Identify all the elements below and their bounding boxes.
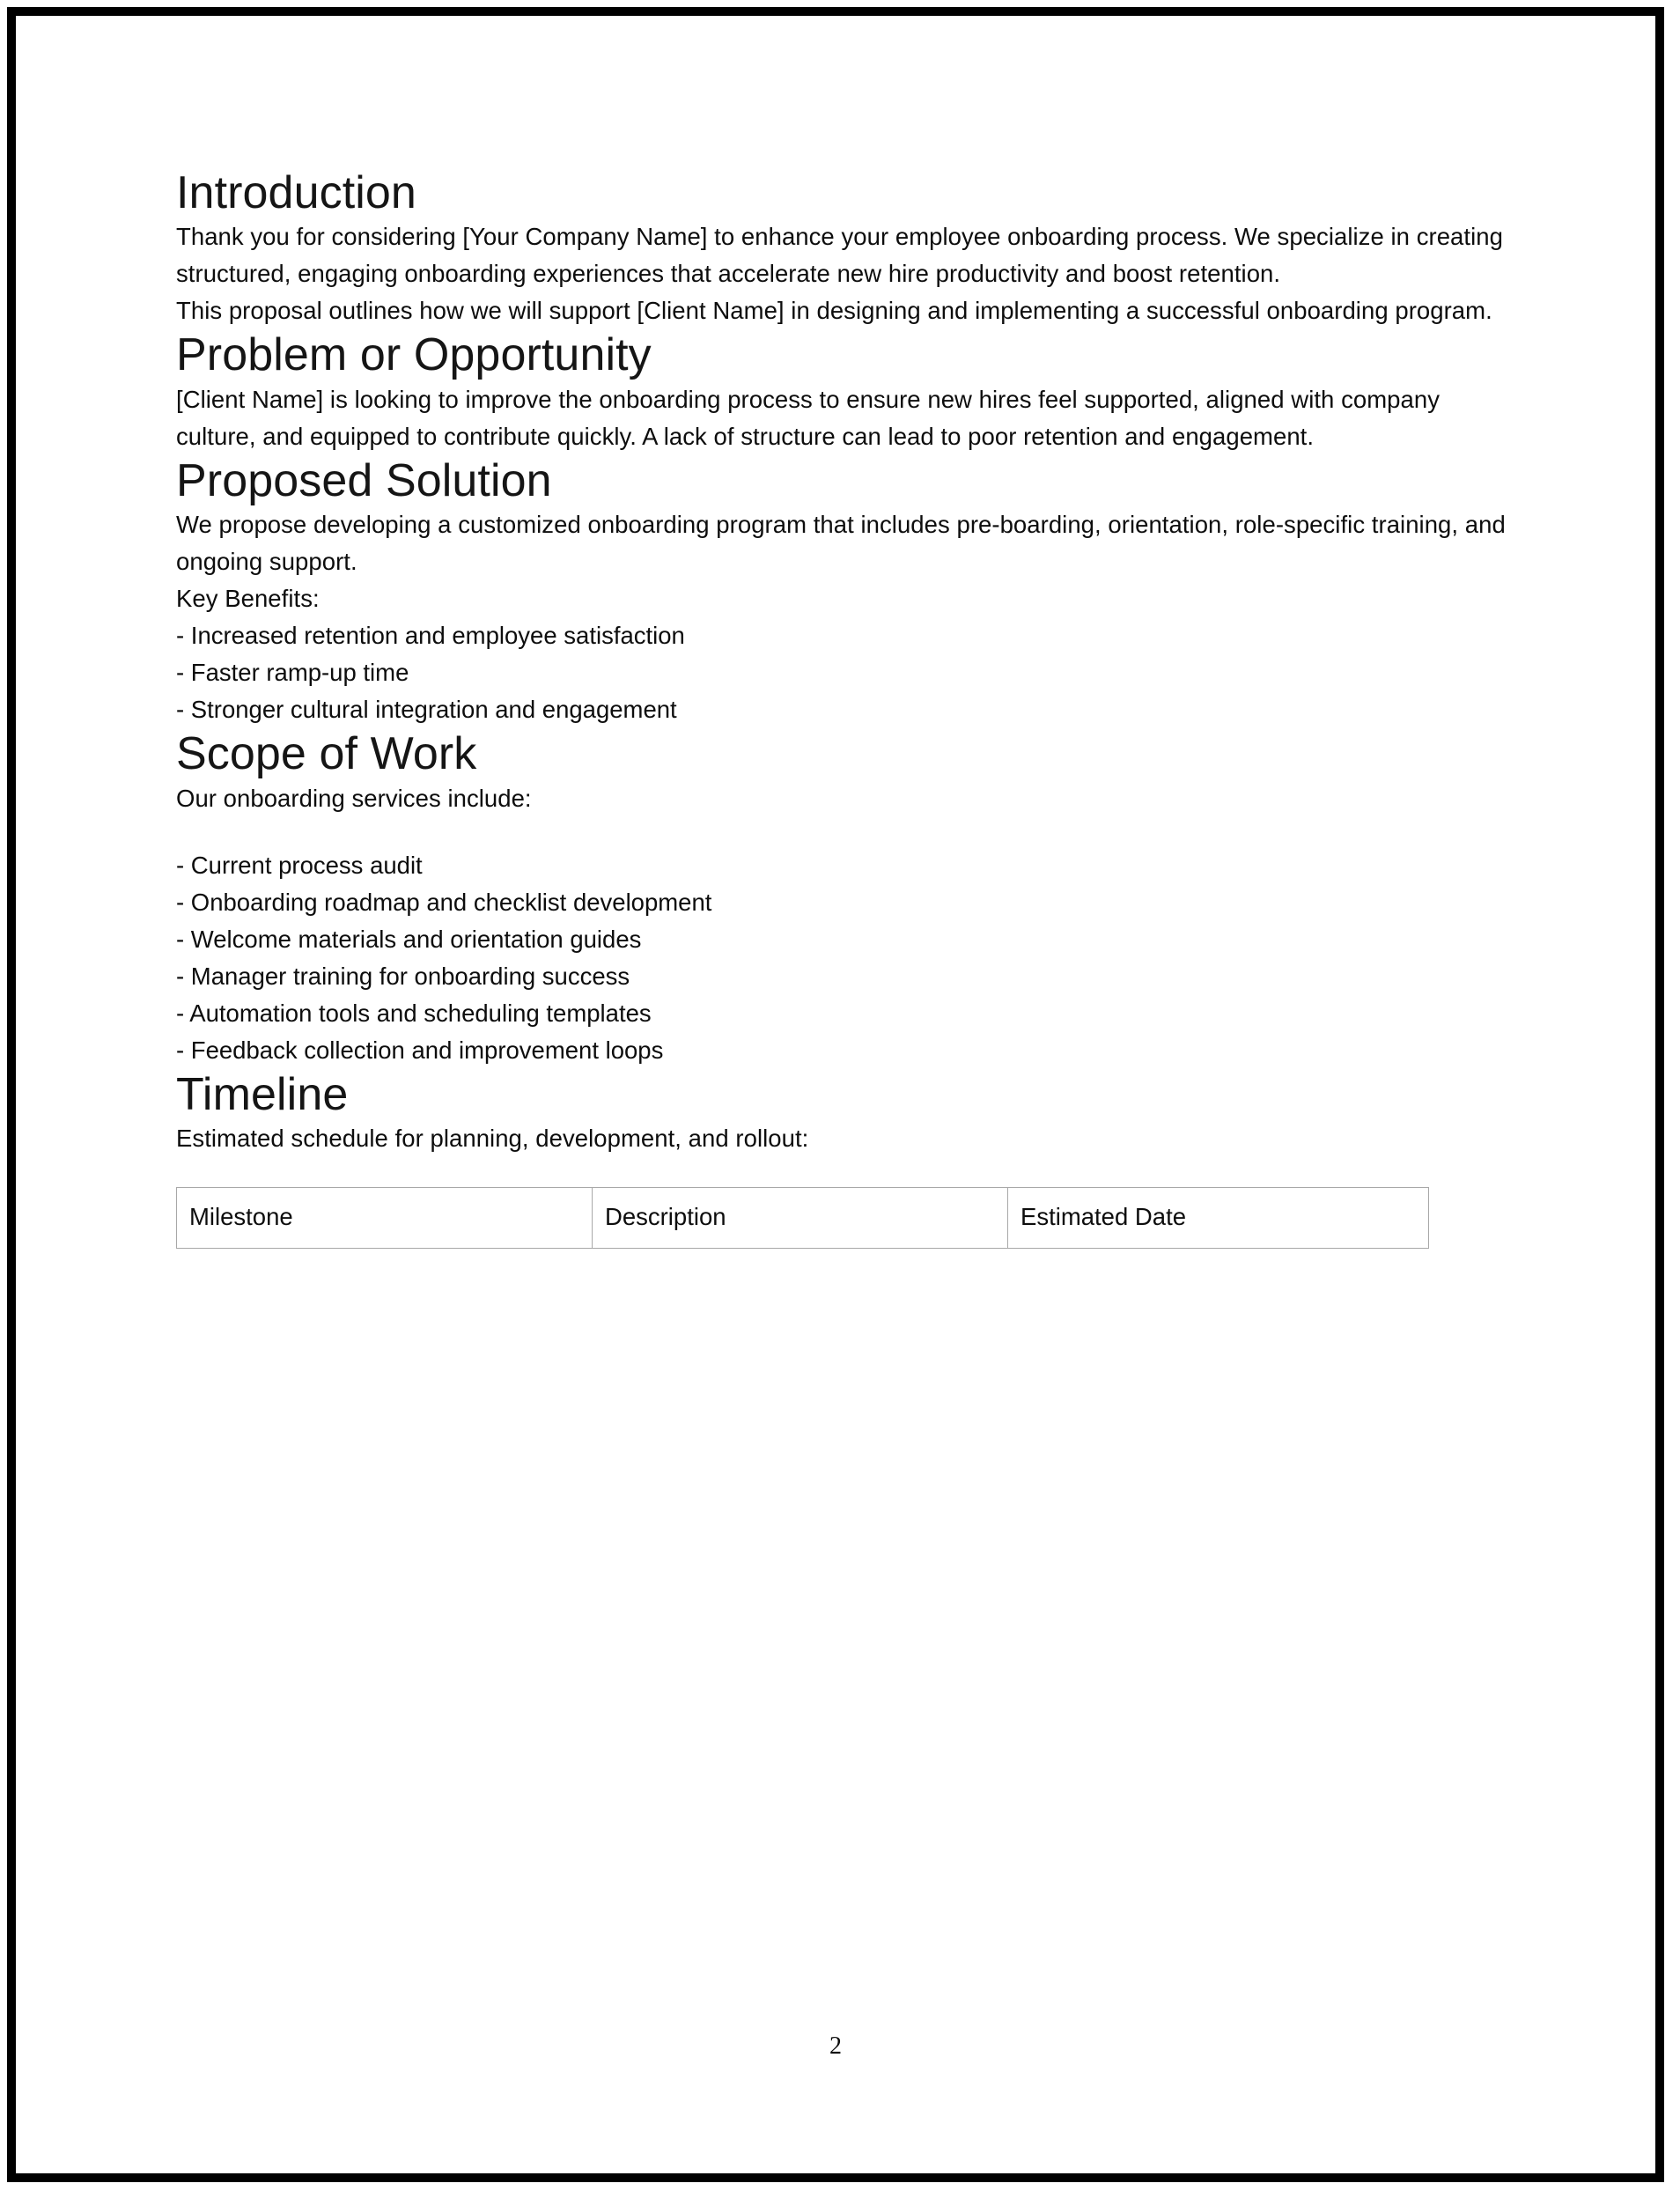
key-benefits-list xyxy=(176,617,1525,728)
list-item: - Feedback collection and improvement loops xyxy=(176,1036,664,1064)
table-header-row xyxy=(177,1188,1429,1249)
list-item: - Stronger cultural integration and engagement xyxy=(176,696,677,724)
document-content xyxy=(176,167,1525,1249)
scope-of-work-list xyxy=(176,847,1525,1069)
list-item: - Manager training for onboarding success xyxy=(176,962,630,990)
table-column-header-description: Description xyxy=(593,1188,1008,1249)
proposed-solution-paragraph-1: We propose developing a customized onboarding program that includes pre-boarding, orientation, role-specific training, and ongoing support. xyxy=(176,511,1506,576)
document-page xyxy=(16,16,1655,2173)
list-item: - Increased retention and employee satisfaction xyxy=(176,622,685,650)
section-heading-proposed-solution: Proposed Solution xyxy=(176,454,552,506)
introduction-paragraph-1: Thank you for considering [Your Company Name] to enhance your employee onboarding process. We specialize in creating structured, engaging onboarding experiences that accelerate new hire productivity and boost retention. xyxy=(176,223,1503,288)
introduction-paragraph-2: This proposal outlines how we will support [Client Name] in designing and implementing a successful onboarding program. xyxy=(176,297,1492,325)
section-heading-scope-of-work: Scope of Work xyxy=(176,728,477,780)
timeline-paragraph-1: Estimated schedule for planning, development, and rollout: xyxy=(176,1125,809,1153)
list-item: - Current process audit xyxy=(176,851,423,879)
page-number: 2 xyxy=(829,2032,842,2060)
table-column-header-milestone: Milestone xyxy=(177,1188,593,1249)
scope-of-work-paragraph-1: Our onboarding services include: xyxy=(176,784,532,812)
list-item: - Welcome materials and orientation guides xyxy=(176,925,642,953)
section-heading-problem-or-opportunity: Problem or Opportunity xyxy=(176,329,652,381)
key-benefits-label: Key Benefits: xyxy=(176,585,320,613)
section-heading-timeline: Timeline xyxy=(176,1069,349,1121)
section-heading-introduction: Introduction xyxy=(176,167,416,218)
table-column-header-estimated-date: Estimated Date xyxy=(1008,1188,1429,1249)
list-item: - Automation tools and scheduling templates xyxy=(176,999,652,1027)
timeline-table xyxy=(176,1187,1429,1249)
document-page-border xyxy=(7,7,1664,2182)
list-item: - Onboarding roadmap and checklist development xyxy=(176,888,712,916)
list-item: - Faster ramp-up time xyxy=(176,659,409,687)
problem-paragraph-1: [Client Name] is looking to improve the onboarding process to ensure new hires feel supported, aligned with company culture, and equipped to contribute quickly. A lack of structure can lead to poor retention and engagement. xyxy=(176,385,1441,450)
